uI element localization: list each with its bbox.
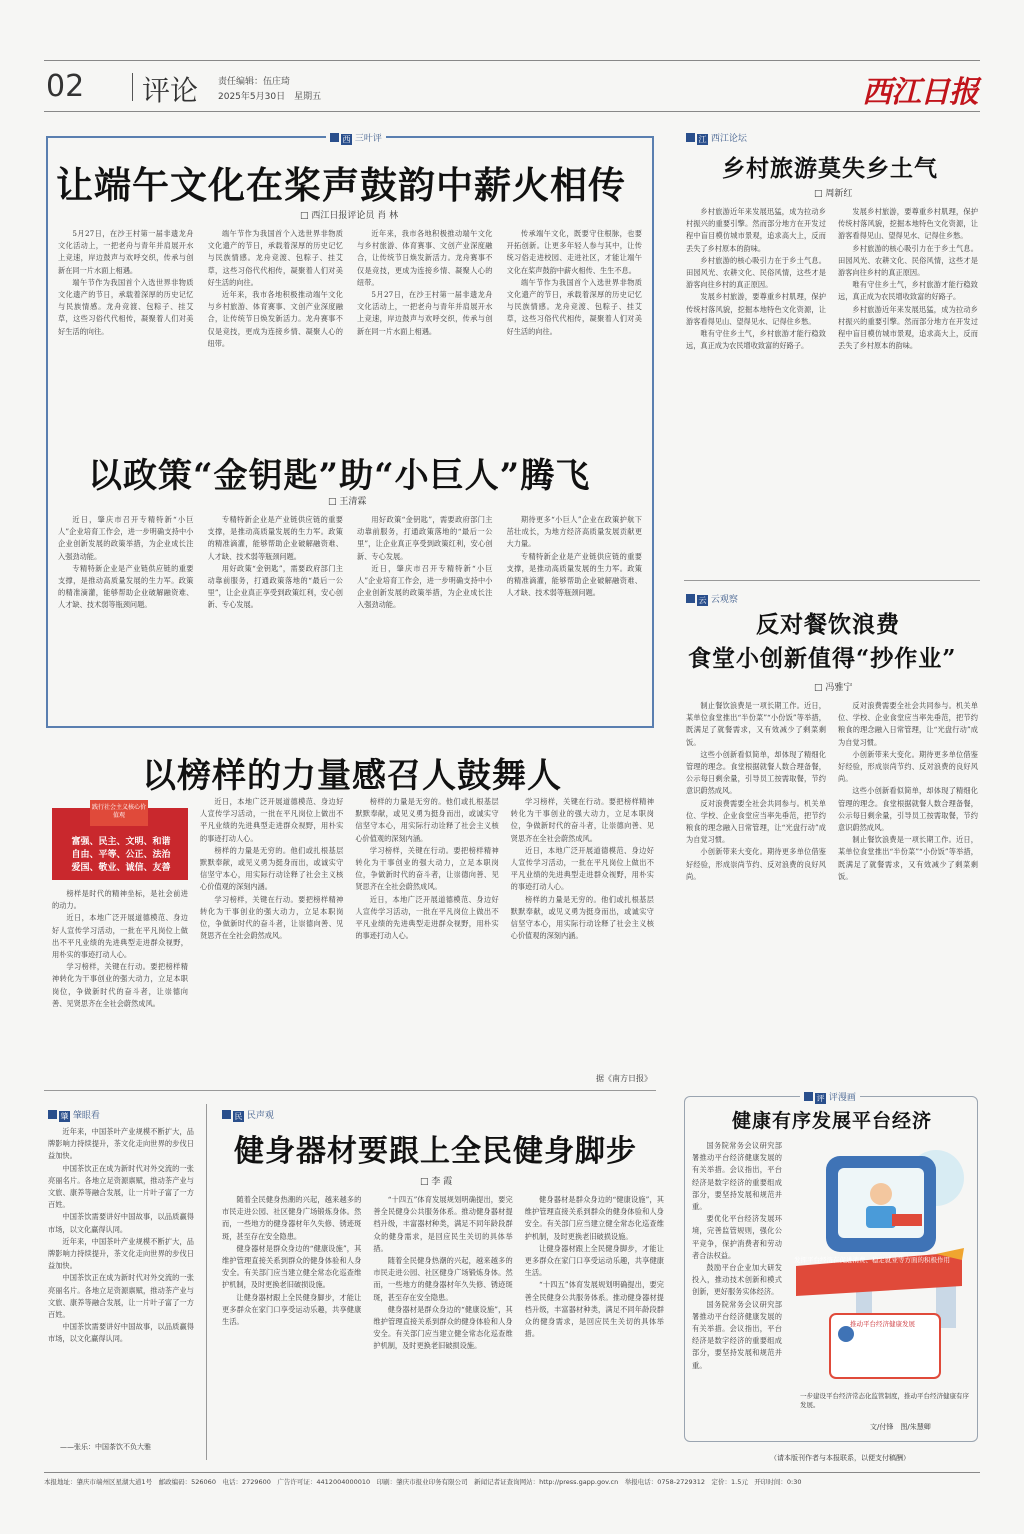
sidebar-body xyxy=(48,1126,194,1436)
health-artist: 文/付锋 图/朱慧卿 xyxy=(870,1423,931,1431)
fitness-paragraph: 健身器材是群众身边的“健康设施”，其维护管理直接关系到群众的健身体验和人身安全。有关部门应当建立健全常态化巡查维护机制，及时更换老旧破损设施。 xyxy=(222,1243,362,1290)
tag-square-icon xyxy=(804,1092,813,1101)
sidebar-paragraph: 中国茶饮正在成为新时代对外交流的一张亮丽名片。各地立足资源禀赋，推动茶产业与文旅、康养等融合发展，让一片叶子富了一方百姓。 xyxy=(48,1163,194,1210)
tag-char-icon: 西 xyxy=(342,135,351,144)
badge-line: 富强、民主、文明、和谐 xyxy=(71,837,171,847)
policy-paragraph: 用好政策“金钥匙”，需要政府部门主动靠前服务，打通政策落地的“最后一公里”，让企业真正享受到政策红利，安心创新、专心发展。 xyxy=(207,563,343,610)
model-paragraph: 榜样的力量是无穷的。他们或扎根基层默默奉献，或见义勇为挺身而出，或诚实守信坚守本心，用实际行动诠释了社会主义核心价值观的深刻内涵。 xyxy=(200,845,344,892)
waste-paragraph: 这些小创新看似简单，却体现了精细化管理的理念。食堂根据就餐人数合理备餐，公示每日剩余量，引导员工按需取餐，节约意识蔚然成风。 xyxy=(838,786,978,833)
sidebar-signoff: ——张乐：中国茶饮不负大雅 xyxy=(60,1443,151,1451)
rural-paragraph: 乡村旅游的核心吸引力在于乡土气息。田园风光、农耕文化、民俗风情，这些才是游客向往乡村的真正原因。 xyxy=(686,255,826,290)
rural-paragraph: 乡村旅游近年来发展迅猛，成为拉动乡村振兴的重要引擎。然而部分地方在开发过程中盲目模仿城市景观，追求高大上，反而丢失了乡村原本的韵味。 xyxy=(838,304,978,351)
divider xyxy=(44,1090,656,1091)
rural-tag xyxy=(686,131,747,145)
duanwu-body xyxy=(58,228,642,430)
sidebar-tag xyxy=(48,1108,100,1122)
rural-paragraph: 乡村旅游近年来发展迅猛，成为拉动乡村振兴的重要引擎。然而部分地方在开发过程中盲目模仿城市景观，追求高大上，反而丢失了乡村原本的韵味。 xyxy=(686,207,826,253)
tag-square-icon xyxy=(686,133,695,142)
masthead-divider xyxy=(132,73,133,101)
rural-paragraph: 发展乡村旅游，要尊重乡村肌理，保护传统村落风貌，挖掘本地特色文化资源，让游客看得见山、望得见水、记得住乡愁。 xyxy=(838,207,978,241)
health-tag xyxy=(800,1090,860,1104)
rural-headline: 乡村旅游莫失乡土气 xyxy=(722,155,938,182)
section-name: 评论 xyxy=(142,74,199,107)
rural-paragraph: 唯有守住乡土气，乡村旅游才能行稳致远，真正成为农民增收致富的好路子。 xyxy=(686,329,826,351)
model-paragraph: 学习榜样，关键在行动。要把榜样精神转化为干事创业的强大动力，立足本职岗位，争做新时代的奋斗者，让崇德向善、见贤思齐在全社会蔚然成风。 xyxy=(52,962,188,1008)
badge-line: 自由、平等、公正、法治 xyxy=(71,850,171,860)
model-paragraph: 学习榜样，关键在行动。要把榜样精神转化为干事创业的强大动力，立足本职岗位，争做新时代的奋斗者，让崇德向善、见贤思齐在全社会蔚然成风。 xyxy=(355,845,499,892)
waste-col-1 xyxy=(686,700,826,1052)
policy-paragraph: 专精特新企业是产业链供应链的重要支撑，是推动高质量发展的生力军。政策的精准滴灌，能够帮助企业破解融资难、人才缺、技术弱等瓶颈问题。 xyxy=(207,515,343,561)
model-paragraph: 榜样的力量是无穷的。他们或扎根基层默默奉献，或见义勇为挺身而出，或诚实守信坚守本心，用实际行动诠释了社会主义核心价值观的深刻内涵。 xyxy=(510,894,654,941)
model-paragraph: 学习榜样，关键在行动。要把榜样精神转化为干事创业的强大动力，立足本职岗位，争做新时代的奋斗者，让崇德向善、见贤思齐在全社会蔚然成风。 xyxy=(510,797,654,843)
masthead xyxy=(44,60,980,112)
health-paragraph: 国务院常务会议研究部署推动平台经济健康发展的有关举措。会议指出，平台经济是数字经济的重要组成部分，要坚持发展和规范并重。 xyxy=(692,1299,782,1370)
tag-char-icon: 云 xyxy=(698,596,707,605)
duanwu-headline: 让端午文化在桨声鼓韵中薪火相传 xyxy=(56,163,626,207)
model-paragraph: 榜样的力量是无穷的。他们或扎根基层默默奉献，或见义勇为挺身而出，或诚实守信坚守本心，用实际行动诠释了社会主义核心价值观的深刻内涵。 xyxy=(355,797,499,843)
health-paragraph: 鼓励平台企业加大研发投入，推动技术创新和模式创新，更好服务实体经济。 xyxy=(692,1263,782,1297)
policy-col-1 xyxy=(58,514,194,718)
page-number: 02 xyxy=(46,69,85,104)
policy-paragraph: 近日，肇庆市召开专精特新“小巨人”企业培育工作会，进一步明确支持中小企业创新发展的政策举措，为企业成长注入强劲动能。 xyxy=(58,515,194,561)
model-paragraph: 近日，本地广泛开展道德模范、身边好人宣传学习活动，一批在平凡岗位上做出不平凡业绩的先进典型走进群众视野，用朴实的事迹打动人心。 xyxy=(355,894,499,941)
tag-char-icon: 民 xyxy=(234,1112,243,1121)
fitness-paragraph: 健身器材是群众身边的“健康设施”，其维护管理直接关系到群众的健身体验和人身安全。有关部门应当建立健全常态化巡查维护机制，及时更换老旧破损设施。 xyxy=(524,1195,664,1241)
divider xyxy=(206,1104,207,1460)
policy-paragraph: 用好政策“金钥匙”，需要政府部门主动靠前服务，打通政策落地的“最后一公里”，让企业真正享受到政策红利，安心创新、专心发展。 xyxy=(357,515,493,561)
model-headline: 以榜样的力量感召人鼓舞人 xyxy=(142,756,562,796)
model-paragraph: 近日，本地广泛开展道德模范、身边好人宣传学习活动，一批在平凡岗位上做出不平凡业绩的先进典型走进群众视野，用朴实的事迹打动人心。 xyxy=(52,913,188,960)
fitness-headline: 健身器材要跟上全民健身脚步 xyxy=(234,1134,637,1169)
waste-byline: □ 冯雅宁 xyxy=(814,683,853,693)
model-paragraph: 近日，本地广泛开展道德模范、身边好人宣传学习活动，一批在平凡岗位上做出不平凡业绩的先进典型走进群众视野，用朴实的事迹打动人心。 xyxy=(510,845,654,892)
waste-tag xyxy=(686,592,738,606)
cartoon-illustration xyxy=(786,1148,972,1388)
editor-line: 责任编辑：伍庄琦 xyxy=(218,77,291,87)
waste-headline-line1: 反对餐饮浪费 xyxy=(756,611,900,638)
duanwu-byline: □ 西江日报评论员 肖 林 xyxy=(300,211,399,221)
duanwu-col-4 xyxy=(507,228,643,430)
fitness-col-2 xyxy=(373,1194,512,1456)
fitness-paragraph: 让健身器材跟上全民健身脚步，才能让更多群众在家门口享受运动乐趣，共享健康生活。 xyxy=(524,1243,664,1278)
waste-col-2 xyxy=(838,700,978,1052)
waste-tag-label: 云观察 xyxy=(710,595,738,605)
duanwu-paragraph: 5月27日，在沙王村第一届非遗龙舟文化活动上，一把老舟与青年并肩展开水上竞速，岸边鼓声与欢呼交织，传承与创新在同一片水面上相遇。 xyxy=(58,229,194,275)
sidebar-paragraph: 中国茶饮需要讲好中国故事，以品质赢得市场，以文化赢得认同。 xyxy=(48,1212,194,1234)
waste-headline-line2: 食堂小创新值得“抄作业” xyxy=(688,645,957,672)
policy-col-2 xyxy=(208,514,344,718)
core-values-badge xyxy=(52,804,188,880)
fitness-paragraph: 随着全民健身热潮的兴起，越来越多的市民走进公园、社区健身广场锻炼身体。然而，一些地方的健身器材年久失修、锈迹斑斑，甚至存在安全隐患。 xyxy=(373,1256,513,1302)
sidebar-paragraph: 中国茶饮需要讲好中国故事，以品质赢得市场，以文化赢得认同。 xyxy=(48,1322,194,1344)
date-line: 2025年5月30日 星期五 xyxy=(218,92,322,102)
model-credit: 据《南方日报》 xyxy=(596,1074,652,1083)
fitness-tag-label: 民声观 xyxy=(246,1111,274,1121)
waste-paragraph: 反对浪费需要全社会共同参与。机关单位、学校、企业食堂应当率先垂范，把节约粮食的理念融入日常管理，让“光盘行动”成为自觉习惯。 xyxy=(686,798,826,845)
duanwu-tag-label: 三叶评 xyxy=(354,134,382,144)
fitness-paragraph: 随着全民健身热潮的兴起，越来越多的市民走进公园、社区健身广场锻炼身体。然而，一些地方的健身器材年久失修、锈迹斑斑，甚至存在安全隐患。 xyxy=(222,1195,362,1241)
newspaper-logo: 西江日报 xyxy=(862,75,978,110)
duanwu-paragraph: 5月27日，在沙王村第一届非遗龙舟文化活动上，一把老舟与青年并肩展开水上竞速，岸边鼓声与欢呼交织，传承与创新在同一片水面上相遇。 xyxy=(357,290,493,336)
health-paragraph: 国务院常务会议研究部署推动平台经济健康发展的有关举措。会议指出，平台经济是数字经济的重要组成部分，要坚持发展和规范并重。 xyxy=(692,1141,782,1212)
tag-char-icon: 评 xyxy=(816,1094,825,1103)
duanwu-paragraph: 传承端午文化，既要守住根脉，也要开拓创新。让更多年轻人参与其中，让传统习俗走进校园、走进社区，才能让端午文化在桨声鼓韵中薪火相传、生生不息。 xyxy=(506,229,642,275)
tag-square-icon xyxy=(686,594,695,603)
sidebar-paragraph: 中国茶饮正在成为新时代对外交流的一张亮丽名片。各地立足资源禀赋，推动茶产业与文旅、康养等融合发展，让一片叶子富了一方百姓。 xyxy=(48,1273,194,1320)
tag-char-icon: 肇 xyxy=(60,1112,69,1121)
health-body xyxy=(692,1140,782,1430)
waste-paragraph: 反对浪费需要全社会共同参与。机关单位、学校、企业食堂应当率先垂范，把节约粮食的理念融入日常管理，让“光盘行动”成为自觉习惯。 xyxy=(838,701,978,747)
waste-paragraph: 这些小创新看似简单，却体现了精细化管理的理念。食堂根据就餐人数合理备餐，公示每日剩余量，引导员工按需取餐，节约意识蔚然成风。 xyxy=(686,749,826,796)
policy-col-3 xyxy=(357,514,493,718)
sidebar-paragraph: 近年来，中国茶叶产业规模不断扩大，品牌影响力持续提升，茶文化走向世界的步伐日益加快。 xyxy=(48,1127,194,1161)
tag-char-icon: 江 xyxy=(698,135,707,144)
fitness-byline: □ 李 霞 xyxy=(420,1177,453,1187)
policy-headline: 以政策“金钥匙”助“小巨人”腾飞 xyxy=(88,456,591,496)
policy-paragraph: 专精特新企业是产业链供应链的重要支撑，是推动高质量发展的生力军。政策的精准滴灌，能够帮助企业破解融资难、人才缺、技术弱等瓶颈问题。 xyxy=(506,551,642,598)
badge-line: 爱国、敬业、诚信、友善 xyxy=(71,863,171,873)
model-col-3 xyxy=(511,796,654,1070)
rural-paragraph: 发展乡村旅游，要尊重乡村肌理，保护传统村落风貌，挖掘本地特色文化资源，让游客看得见山、望得见水、记得住乡愁。 xyxy=(686,292,826,326)
waste-paragraph: 制止餐饮浪费是一项长期工作。近日，某单位食堂推出“半份菜”“小份饭”等举措，既满足了就餐需求，又有效减少了剩菜剩饭。 xyxy=(838,835,978,881)
duanwu-col-1 xyxy=(58,228,194,430)
policy-col-4 xyxy=(507,514,643,718)
tag-square-icon xyxy=(48,1110,57,1119)
duanwu-paragraph: 端午节作为我国首个入选世界非物质文化遗产的节日，承载着深厚的历史记忆与民族情感。龙舟竞渡、包粽子、挂艾草，这些习俗代代相传，凝聚着人们对美好生活的向往。 xyxy=(207,229,343,287)
model-paragraph: 近日，本地广泛开展道德模范、身边好人宣传学习活动，一批在平凡岗位上做出不平凡业绩的先进典型走进群众视野，用朴实的事迹打动人心。 xyxy=(200,797,344,843)
model-col-1 xyxy=(200,796,343,1070)
footer-imprint: 本报地址：肇庆市端州区星湖大道1号 邮政编码：526060 电话：2729600 广告许可证：4412004000010 印刷：肇庆市报业印务有限公司 新闻记者证查询网站：http://press.gapp.gov.cn 举报电话：0758-2729312 定价：1.5元 开印时间：0:30 xyxy=(44,1472,980,1486)
illus-box1-text: 发挥平台经济在促进消费、稳定就业等方面的积极作用 xyxy=(794,1256,950,1264)
health-paragraph: 要优化平台经济发展环境，完善监管规则，强化公平竞争，保护消费者和劳动者合法权益。 xyxy=(692,1214,782,1260)
duanwu-tag xyxy=(326,131,386,145)
fitness-paragraph: “十四五”体育发展规划明确提出，要完善全民健身公共服务体系。推动健身器材提档升级，丰富器材种类，满足不同年龄段群众的健身需求，是回应民生关切的具体举措。 xyxy=(373,1195,513,1253)
duanwu-paragraph: 近年来，我市各地积极推动端午文化与乡村旅游、体育赛事、文创产业深度融合，让传统节日焕发新活力。龙舟赛事不仅是竞技，更成为连接乡情、凝聚人心的纽带。 xyxy=(357,229,493,287)
model-intro xyxy=(52,888,188,1082)
fitness-tag xyxy=(222,1108,274,1122)
fitness-paragraph: 让健身器材跟上全民健身脚步，才能让更多群众在家门口享受运动乐趣，共享健康生活。 xyxy=(222,1292,362,1327)
waste-body xyxy=(686,700,978,1052)
policy-byline: □ 王清霖 xyxy=(328,497,367,507)
rural-paragraph: 唯有守住乡土气，乡村旅游才能行稳致远，真正成为农民增收致富的好路子。 xyxy=(838,280,978,302)
fitness-paragraph: “十四五”体育发展规划明确提出，要完善全民健身公共服务体系。推动健身器材提档升级，丰富器材种类，满足不同年龄段群众的健身需求，是回应民生关切的具体举措。 xyxy=(524,1280,664,1339)
sidebar-tag-label: 肇眼看 xyxy=(72,1111,100,1121)
rural-tag-label: 西江论坛 xyxy=(710,134,747,144)
tag-square-icon xyxy=(330,133,339,142)
tag-square-icon xyxy=(222,1110,231,1119)
sidebar-paragraph: 近年来，中国茶叶产业规模不断扩大，品牌影响力持续提升，茶文化走向世界的步伐日益加快。 xyxy=(48,1236,194,1271)
rural-col-1 xyxy=(686,206,826,570)
policy-paragraph: 专精特新企业是产业链供应链的重要支撑，是推动高质量发展的生力军。政策的精准滴灌，能够帮助企业破解融资难、人才缺、技术弱等瓶颈问题。 xyxy=(58,563,194,610)
badge-top-label: 践行社会主义核心价值观 xyxy=(90,800,148,826)
model-col-2 xyxy=(355,796,498,1070)
duanwu-col-2 xyxy=(208,228,344,430)
rural-col-2 xyxy=(838,206,978,570)
model-body xyxy=(200,796,654,1070)
duanwu-col-3 xyxy=(357,228,493,430)
model-paragraph: 学习榜样，关键在行动。要把榜样精神转化为干事创业的强大动力，立足本职岗位，争做新时代的奋斗者，让崇德向善、见贤思齐在全社会蔚然成风。 xyxy=(200,894,344,941)
fitness-col-3 xyxy=(525,1194,664,1456)
rural-body xyxy=(686,206,978,570)
health-caption: 一步建设平台经济常态化监管制度，推动平台经济健康有序发展。 xyxy=(800,1392,969,1409)
policy-body xyxy=(58,514,642,718)
rural-byline: □ 周新红 xyxy=(814,189,853,199)
waste-paragraph: 制止餐饮浪费是一项长期工作。近日，某单位食堂推出“半份菜”“小份饭”等举措，既满足了就餐需求，又有效减少了剩菜剩饭。 xyxy=(686,701,826,747)
fitness-paragraph: 健身器材是群众身边的“健康设施”，其维护管理直接关系到群众的健身体验和人身安全。有关部门应当建立健全常态化巡查维护机制，及时更换老旧破损设施。 xyxy=(373,1304,513,1351)
fitness-col-1 xyxy=(222,1194,361,1456)
health-tag-label: 评漫画 xyxy=(828,1093,856,1103)
fitness-body xyxy=(222,1194,664,1456)
divider xyxy=(684,580,980,581)
rural-paragraph: 乡村旅游的核心吸引力在于乡土气息。田园风光、农耕文化、民俗风情，这些才是游客向往乡村的真正原因。 xyxy=(838,243,978,278)
health-headline: 健康有序发展平台经济 xyxy=(732,1110,933,1132)
waste-paragraph: 小创新带来大变化。期待更多单位借鉴好经验，形成崇尚节约、反对浪费的良好风尚。 xyxy=(838,749,978,784)
policy-paragraph: 近日，肇庆市召开专精特新“小巨人”企业培育工作会，进一步明确支持中小企业创新发展的政策举措，为企业成长注入强劲动能。 xyxy=(357,563,493,610)
policy-paragraph: 期待更多“小巨人”企业在政策护航下茁壮成长，为地方经济高质量发展贡献更大力量。 xyxy=(506,515,642,549)
waste-paragraph: 小创新带来大变化。期待更多单位借鉴好经验，形成崇尚节约、反对浪费的良好风尚。 xyxy=(686,847,826,881)
model-paragraph: 榜样是时代的精神坐标，是社会前进的动力。 xyxy=(52,889,188,911)
illus-box2-text: 推动平台经济健康发展 xyxy=(850,1320,915,1328)
footnote: （请本版刊作者与本报联系，以便支付稿酬） xyxy=(770,1454,910,1462)
duanwu-paragraph: 端午节作为我国首个入选世界非物质文化遗产的节日，承载着深厚的历史记忆与民族情感。龙舟竞渡、包粽子、挂艾草，这些习俗代代相传，凝聚着人们对美好生活的向往。 xyxy=(506,277,642,336)
badge-lines xyxy=(60,836,182,875)
duanwu-paragraph: 端午节作为我国首个入选世界非物质文化遗产的节日，承载着深厚的历史记忆与民族情感。龙舟竞渡、包粽子、挂艾草，这些习俗代代相传，凝聚着人们对美好生活的向往。 xyxy=(58,277,194,336)
duanwu-paragraph: 近年来，我市各地积极推动端午文化与乡村旅游、体育赛事、文创产业深度融合，让传统节日焕发新活力。龙舟赛事不仅是竞技，更成为连接乡情、凝聚人心的纽带。 xyxy=(207,290,343,348)
